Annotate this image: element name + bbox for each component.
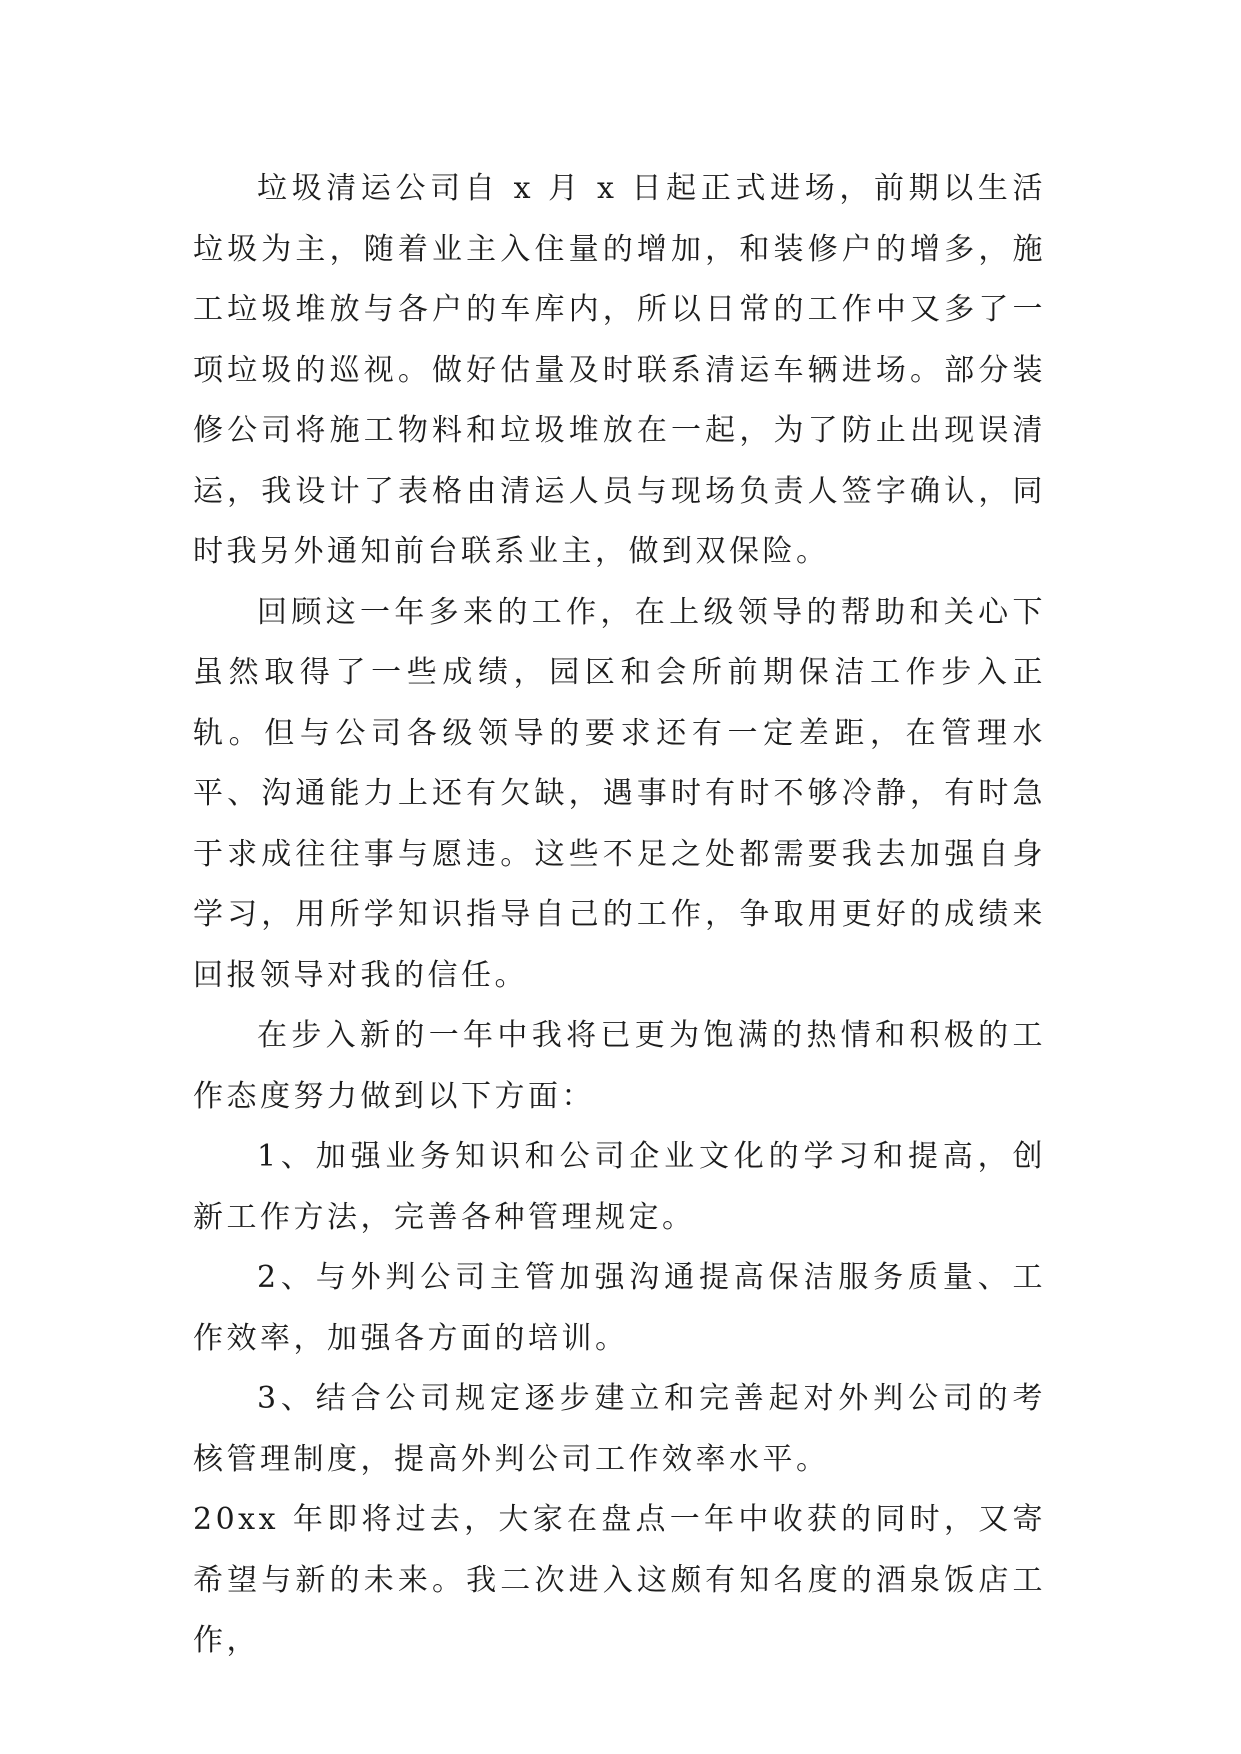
paragraph-goal-3: 3、结合公司规定逐步建立和完善起对外判公司的考核管理制度，提高外判公司工作效率水平。 [193, 1381, 1046, 1477]
document-body [193, 159, 1046, 1672]
paragraph-year-review: 回顾这一年多来的工作，在上级领导的帮助和关心下虽然取得了一些成绩，园区和会所前期保洁工作步入正轨。但与公司各级领导的要求还有一定差距，在管理水平、沟通能力上还有欠缺，遇事时有时不够冷静，有时急于求成往往事与愿违。这些不足之处都需要我去加强自身学习，用所学知识指导自己的工作，争取用更好的成绩来回报领导对我的信任。 [193, 594, 1046, 993]
paragraph-new-year-intro: 在步入新的一年中我将已更为饱满的热情和积极的工作态度努力做到以下方面： [193, 1018, 1046, 1114]
paragraph-garbage-removal: 垃圾清运公司自 x 月 x 日起正式进场，前期以生活垃圾为主，随着业主入住量的增加，和装修户的增多，施工垃圾堆放与各户的车库内，所以日常的工作中又多了一项垃圾的巡视。做好估量及时联系清运车辆进场。部分装修公司将施工物料和垃圾堆放在一起，为了防止出现误清运，我设计了表格由清运人员与现场负责人签字确认，同时我另外通知前台联系业主，做到双保险。 [193, 171, 1046, 569]
paragraph-closing: 20xx 年即将过去，大家在盘点一年中收获的同时，又寄希望与新的未来。我二次进入这颇有知名度的酒泉饭店工作， [193, 1502, 1046, 1658]
paragraph-goal-1: 1、加强业务知识和公司企业文化的学习和提高，创新工作方法，完善各种管理规定。 [193, 1139, 1046, 1235]
paragraph-goal-2: 2、与外判公司主管加强沟通提高保洁服务质量、工作效率，加强各方面的培训。 [193, 1260, 1046, 1356]
